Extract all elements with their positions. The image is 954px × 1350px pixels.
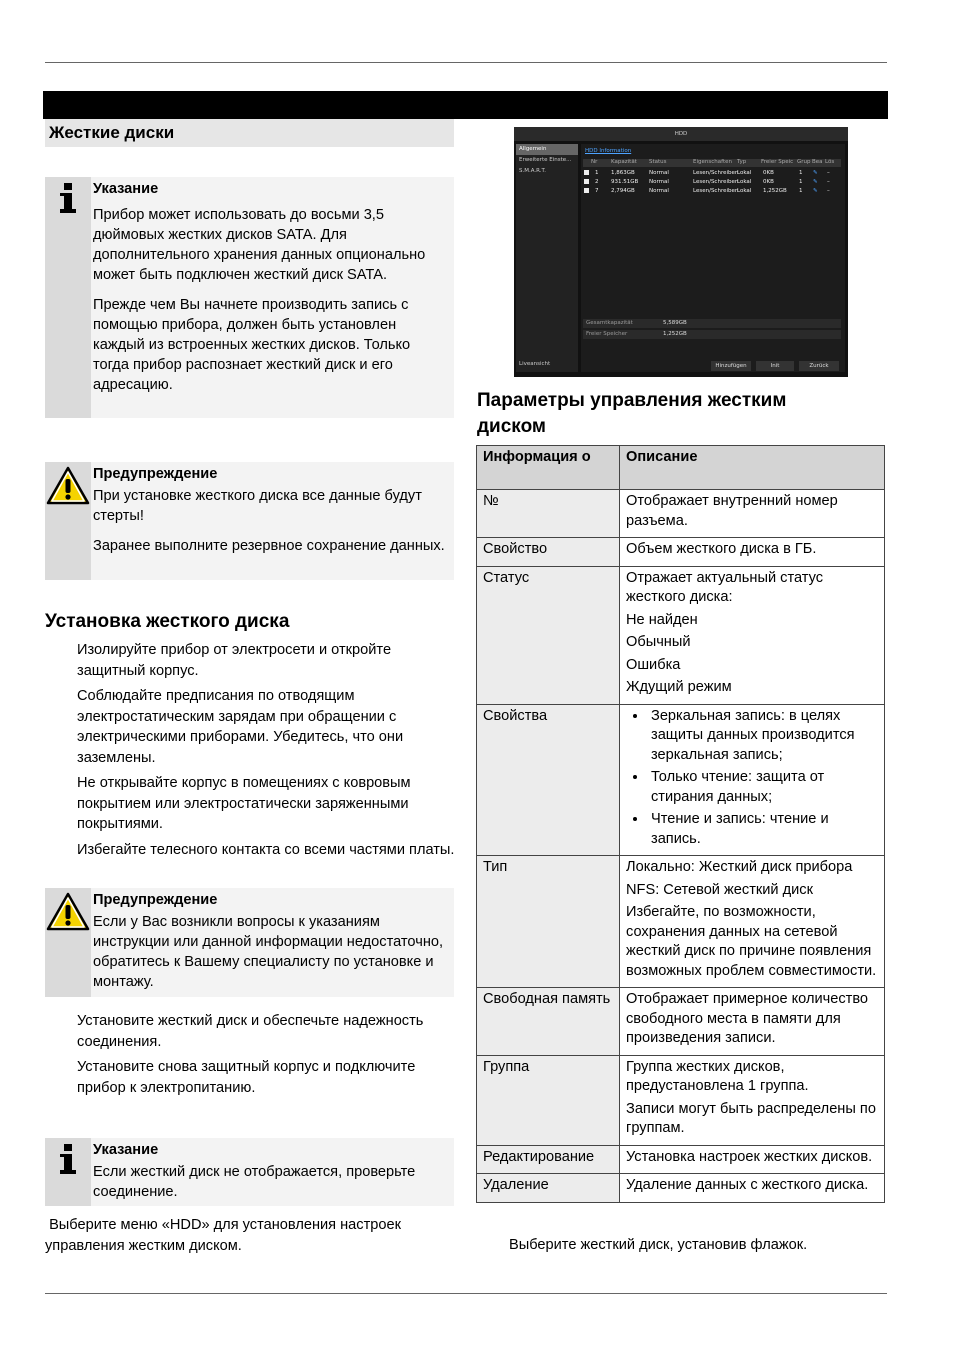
table-row: Тип Локально: Жесткий диск прибора NFS: Сетевой жесткий диск Избегайте, по возможности, сохранения данных на сетевой жесткий диск по причине появления возможных проблем совместимости.	[477, 856, 885, 988]
install-steps	[77, 640, 455, 865]
info-icon	[58, 1144, 78, 1176]
sidebar-item-smart[interactable]: S.M.A.R.T.	[519, 168, 546, 174]
table-row: Статус Отражает актуальный статус жесткого диска: Не найден Обычный Ошибка Ждущий режим	[477, 566, 885, 704]
section-title: Жесткие диски	[45, 119, 454, 147]
free-space-row: Freier Speicher 1,252GB	[583, 330, 841, 339]
list-item: Установите жесткий диск и обеспечьте надежность соединения.	[77, 1013, 424, 1050]
table-row: Свободная память Отображает примерное количество свободного места в памяти для произведения записи.	[477, 988, 885, 1056]
table-row[interactable]: 7 2,794GB Normal Lesen/Schreiben Lokal 1,252GB 1 ✎ –	[583, 187, 841, 195]
properties-list	[626, 707, 878, 850]
table-header-row	[477, 446, 885, 490]
table-row: Свойство Объем жесткого диска в ГБ.	[477, 538, 885, 567]
warning-text: При установке жесткого диска все данные будут стерты!	[93, 488, 422, 524]
table-row: Редактирование Установка настроек жестких дисков.	[477, 1145, 885, 1174]
edit-icon[interactable]: ✎	[813, 188, 818, 194]
note-box-2	[45, 1138, 454, 1206]
dvr-title: HDD	[514, 127, 848, 141]
note-title: Указание	[93, 1142, 159, 1158]
header-bar	[43, 91, 888, 119]
dvr-sidebar	[516, 144, 578, 372]
list-item: Соблюдайте предписания по отводящим электростатическим зарядам при обращении с электрическими приборами. Убедитесь, что они заземлены.	[77, 688, 404, 766]
table-row[interactable]: 1 1,863GB Normal Lesen/Schreiben Lokal 0KB 1 ✎ –	[583, 169, 841, 177]
warning-title: Предупреждение	[93, 892, 218, 908]
note-text: Прежде чем Вы начнете производить запись с помощью прибора, должен быть установлен каждый из встроенных жестких дисков. Только тогда прибор распознает жесткий диск и его адресацию.	[93, 297, 411, 393]
dvr-table-header: Nr Kapazität Status Eigenschaften Typ Freier Speic Grup Bea Lös	[583, 159, 841, 167]
add-button[interactable]: Hinzufügen	[711, 361, 751, 371]
checkbox[interactable]	[584, 170, 589, 175]
install-steps-2	[77, 1011, 455, 1103]
total-capacity-row: Gesamtkapazität 5,589GB	[583, 319, 841, 328]
table-row: № Отображает внутренний номер разъема.	[477, 490, 885, 538]
edit-icon[interactable]: ✎	[813, 179, 818, 185]
sidebar-item-general[interactable]: Allgemein	[516, 144, 578, 155]
checkbox[interactable]	[584, 179, 589, 184]
tab-hdd-information[interactable]: HDD Information	[585, 148, 632, 154]
final-instruction: Выберите меню «HDD» для установления настроек управления жестким диском.	[45, 1217, 406, 1254]
list-item: Изолируйте прибор от электросети и откройте защитный корпус.	[77, 642, 392, 679]
list-item: Избегайте телесного контакта со всеми частями платы.	[77, 841, 455, 858]
final-instruction-right: Выберите жесткий диск, установив флажок.	[509, 1237, 808, 1253]
bottom-rule	[45, 1293, 887, 1294]
list-item: • Только чтение: защита от стирания данных;	[648, 768, 878, 807]
warning-box-1	[45, 462, 454, 580]
warning-text: Если у Вас возникли вопросы к указаниям инструкции или данной информации недостаточно, обратитесь к Вашему специалисту по установке и монтажу.	[93, 914, 444, 990]
install-heading: Установка жесткого диска	[45, 611, 290, 632]
live-view-button[interactable]: Liveansicht	[519, 361, 551, 367]
params-heading: Параметры управления жестким диском	[477, 390, 787, 437]
list-item: • Зеркальная запись: в целях защиты данных производится зеркальная запись;	[648, 707, 878, 766]
note-text: Если жесткий диск не отображается, проверьте соединение.	[93, 1164, 416, 1200]
sidebar-item-advanced[interactable]: Erweiterte Einste...	[519, 157, 572, 163]
warning-icon	[46, 466, 90, 506]
column-header: Информация о	[477, 446, 620, 490]
checkbox[interactable]	[584, 188, 589, 193]
table-row: Свойства • Зеркальная запись: в целях защиты данных производится зеркальная запись; • Только чтение: защита от стирания данных; • Чтение и запись: чтение и запись.	[477, 704, 885, 856]
hdd-screenshot	[514, 127, 848, 377]
warning-text: Заранее выполните резервное сохранение данных.	[93, 538, 445, 554]
note-text: Прибор может использовать до восьми 3,5 дюймовых жестких дисков SATA. Для дополнительного хранения данных опционально может быть подключен жесткий диск SATA.	[93, 207, 426, 283]
note-box-1	[45, 177, 454, 418]
init-button[interactable]: Init	[756, 361, 794, 371]
table-row: Удаление Удаление данных с жесткого диска.	[477, 1174, 885, 1203]
top-rule	[45, 62, 887, 63]
back-button[interactable]: Zurück	[799, 361, 839, 371]
info-icon	[58, 183, 78, 215]
dvr-main	[581, 144, 845, 372]
warning-icon	[46, 892, 90, 932]
column-header: Описание	[620, 446, 885, 490]
edit-icon[interactable]: ✎	[813, 170, 818, 176]
warning-title: Предупреждение	[93, 466, 218, 482]
warning-box-2	[45, 888, 454, 997]
table-row[interactable]: 2 931.51GB Normal Lesen/Schreiben Lokal 0KB 1 ✎ –	[583, 178, 841, 186]
note-title: Указание	[93, 181, 159, 197]
list-item: Установите снова защитный корпус и подключите прибор к электропитанию.	[77, 1059, 416, 1096]
params-table	[476, 445, 885, 1203]
list-item: • Чтение и запись: чтение и запись.	[648, 810, 878, 849]
table-row: Группа Группа жестких дисков, предустановлена 1 группа. Записи могут быть распределены по группам.	[477, 1055, 885, 1145]
list-item: Не открывайте корпус в помещениях с ковровым покрытием или электростатически заряженными покрытиями.	[77, 775, 411, 832]
